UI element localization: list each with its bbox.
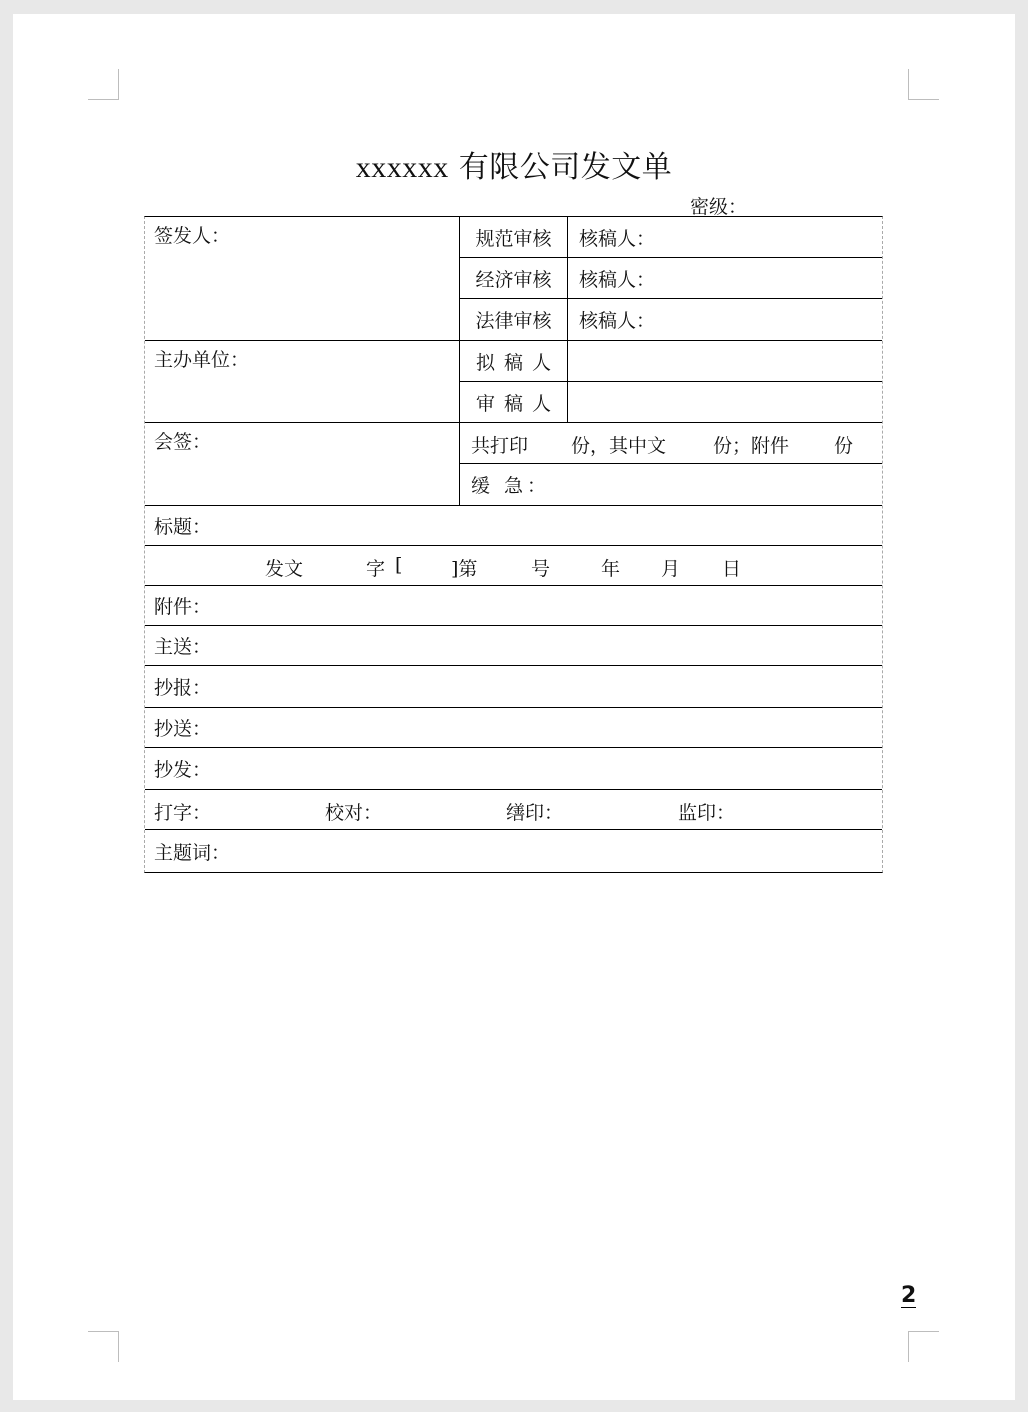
print-attachment-label: 份；附件: [713, 435, 790, 457]
signer-label: 签发人：: [154, 225, 231, 247]
review-row: [460, 258, 882, 299]
doc-number-fawen: 发文: [265, 558, 304, 580]
copy-send-label: 抄送：: [154, 718, 212, 740]
urgency-row[interactable]: [460, 464, 882, 505]
margin-corner-top-right: [908, 69, 939, 100]
secret-level-label: 密级：: [690, 196, 748, 218]
doc-number-zi: 字: [366, 558, 386, 580]
subject-row[interactable]: [145, 506, 882, 546]
host-unit-cell[interactable]: [145, 341, 460, 422]
main-send-label: 主送：: [154, 636, 212, 658]
doc-number-month: 月: [661, 558, 681, 580]
reviewer-row: [460, 382, 882, 422]
countersign-cell[interactable]: [145, 423, 460, 505]
print-total-label: 共打印: [471, 435, 529, 457]
attachment-row[interactable]: [145, 586, 882, 626]
page-number: 2: [901, 1283, 917, 1308]
urgency-label: 缓 急：: [471, 475, 551, 497]
main-send-row[interactable]: [145, 626, 882, 666]
attachment-label: 附件：: [154, 596, 212, 618]
signer-cell[interactable]: [145, 217, 460, 340]
keywords-label: 主题词：: [154, 841, 231, 864]
subject-label: 标题：: [154, 516, 212, 538]
review-type-label: 经济审核: [460, 258, 568, 298]
copy-issue-label: 抄发：: [154, 759, 212, 781]
review-type-label: 规范审核: [460, 217, 568, 257]
host-unit-label: 主办单位：: [154, 349, 250, 371]
copy-issue-row[interactable]: [145, 748, 882, 790]
doc-number-bracket-open: [: [395, 554, 403, 576]
document-page: [13, 14, 1015, 1400]
dispatch-form-table: [144, 216, 883, 873]
copy-print-label: 缮印：: [506, 802, 564, 824]
proofread-label: 校对：: [325, 802, 383, 824]
title-text: 有限公司发文单: [458, 150, 673, 185]
title-company-placeholder: xxxxxx: [355, 151, 449, 184]
drafter-row: [460, 341, 882, 382]
doc-number-day: 日: [722, 558, 742, 580]
print-count-row[interactable]: [460, 423, 882, 464]
countersign-label: 会签：: [154, 431, 212, 453]
report-copy-row[interactable]: [145, 666, 882, 708]
keywords-row[interactable]: [145, 830, 882, 872]
document-title: [13, 142, 1015, 186]
review-type-label: 法律审核: [460, 299, 568, 340]
doc-number-year: 年: [601, 558, 621, 580]
signer-block: [145, 217, 882, 341]
review-row: [460, 299, 882, 340]
review-checker-field[interactable]: 核稿人：: [579, 268, 656, 291]
doc-number-hao: 号: [531, 558, 551, 580]
host-unit-block: [145, 341, 882, 423]
review-checker-field[interactable]: 核稿人：: [579, 310, 656, 332]
margin-corner-bottom-left: [88, 1331, 119, 1362]
drafter-label: 拟稿人: [460, 341, 568, 381]
doc-number-di: ]第: [451, 558, 478, 580]
review-row: [460, 217, 882, 258]
typing-label: 打字：: [154, 802, 212, 824]
production-row[interactable]: [145, 790, 882, 830]
margin-corner-top-left: [88, 69, 119, 100]
copy-send-row[interactable]: [145, 708, 882, 748]
review-checker-field[interactable]: 核稿人：: [579, 227, 656, 250]
doc-number-row[interactable]: [145, 546, 882, 586]
supervise-print-label: 监印：: [678, 802, 736, 824]
reviewer-label: 审稿人: [460, 382, 568, 422]
margin-corner-bottom-right: [908, 1331, 939, 1362]
countersign-block: [145, 423, 882, 506]
report-copy-label: 抄报：: [154, 677, 212, 699]
print-text-label: 份，其中文: [571, 435, 667, 457]
print-copies-label: 份: [834, 435, 854, 457]
